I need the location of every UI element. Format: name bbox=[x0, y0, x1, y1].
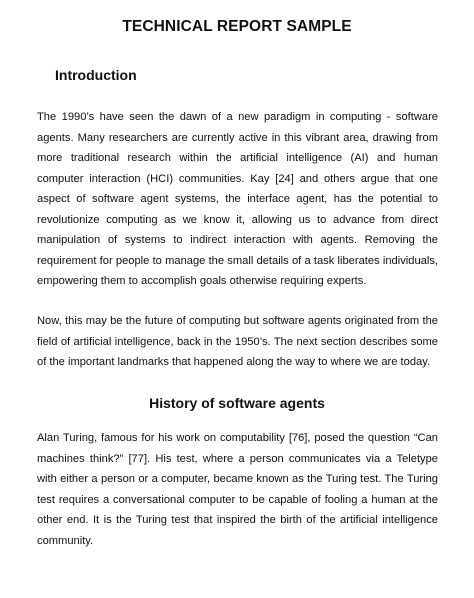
section-heading-history: History of software agents bbox=[149, 395, 325, 411]
document-title: TECHNICAL REPORT SAMPLE bbox=[122, 18, 352, 35]
paragraph: Alan Turing, famous for his work on computability [76], posed the question “Can machines think?” [77]. His test, where a person communicates via a Teletype with either a person or a computer, became known as the Turing test. The Turing test requires a conversational computer to be capable of fooling a human at the other end. It is the Turing test that inspired the birth of the artificial intelligence community. bbox=[37, 432, 438, 547]
section-heading-introduction: Introduction bbox=[55, 67, 137, 83]
paragraph: Now, this may be the future of computing but software agents originated from the field of artificial intelligence, back in the 1950’s. The next section describes some of the important landmarks that happened along the way to where we are today. bbox=[37, 315, 438, 368]
paragraph: The 1990’s have seen the dawn of a new paradigm in computing - software agents. Many researchers are currently active in this vibrant area, drawing from more traditional research within the artificial intelligence (AI) and human computer interaction (HCI) communities. Kay [24] and others argue that one aspect of software agent systems, the interface agent, has the potential to revolutionize computing as we know it, allowing us to advance from direct manipulation of systems to indirect interaction with agents. Removing the requirement for people to manage the small details of a task liberates individuals, empowering them to accomplish goals otherwise requiring experts. bbox=[37, 111, 438, 287]
